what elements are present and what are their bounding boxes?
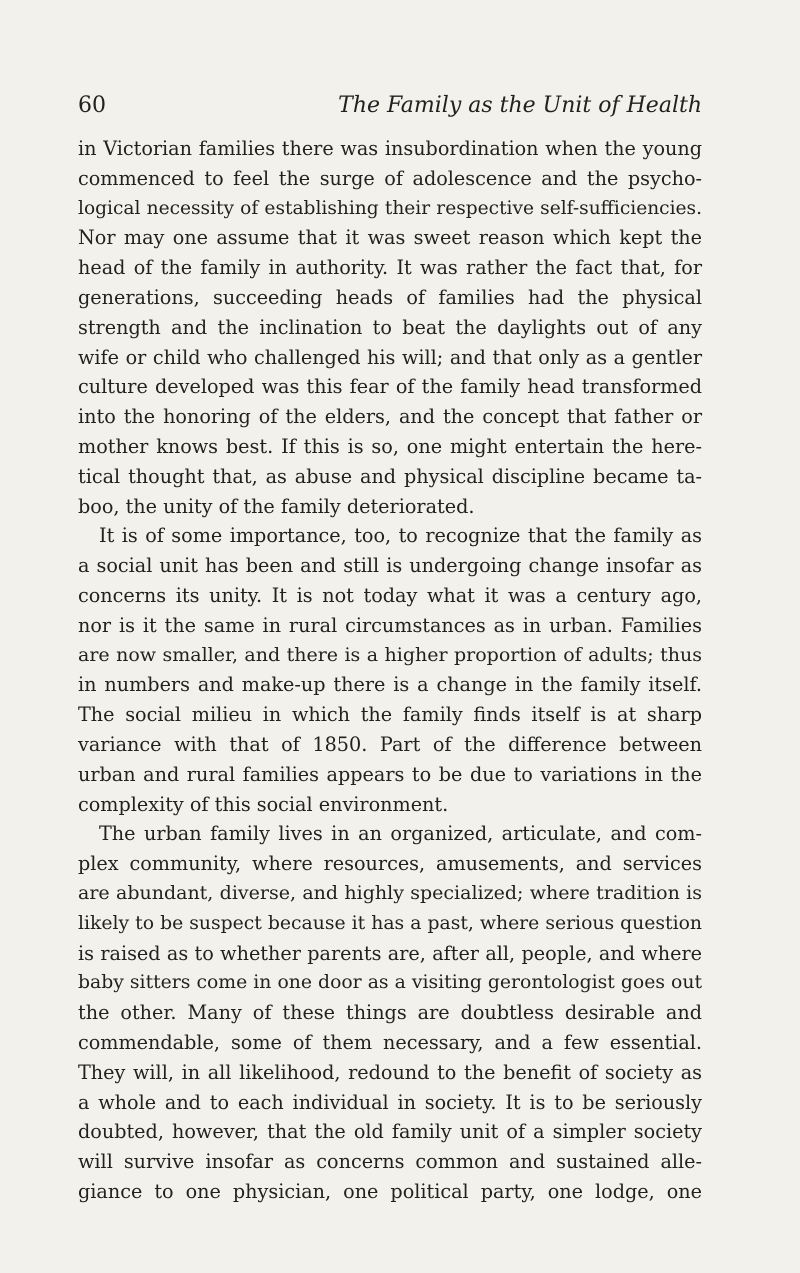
text-line: in numbers and make-up there is a change in the family itself. [78,673,702,697]
text-line: a social unit has been and still is undergoing change insofar as [78,554,702,578]
text-line: a whole and to each individual in society. It is to be seriously [78,1090,702,1114]
text-line: boo, the unity of the family deteriorated. [78,494,475,518]
running-title: The Family as the Unit of Health [338,93,702,118]
text-line: The urban family lives in an organized, articulate, and com- [99,822,702,846]
text-line: commenced to feel the surge of adolescence and the psycho- [78,166,702,190]
text-line: is raised as to whether parents are, after all, people, and where [78,941,702,965]
text-line: plex community, where resources, amusements, and services [78,852,702,876]
text-line: variance with that of 1850. Part of the difference between [78,732,702,756]
text-line: culture developed was this fear of the family head transformed [78,375,702,399]
page-number: 60 [78,93,106,118]
text-line: baby sitters come in one door as a visiting gerontologist goes out [78,972,702,994]
text-line: in Victorian families there was insubordination when the young [78,137,702,160]
paragraph [78,134,702,521]
text-line: mother knows best. If this is so, one might entertain the here- [78,434,702,458]
text-line: commendable, some of them necessary, and a few essential. [78,1030,702,1054]
text-line: likely to be suspect because it has a past, where serious question [78,912,702,934]
paragraph [78,819,702,1206]
text-line: It is of some importance, too, to recognize that the family as [99,524,702,548]
text-line: head of the family in authority. It was rather the fact that, for [78,256,702,280]
text-line: doubted, however, that the old family unit of a simpler society [78,1120,702,1144]
body-text [78,134,702,1207]
text-line: complexity of this social environment. [78,792,449,816]
text-line: are now smaller, and there is a higher proportion of adults; thus [78,643,702,666]
text-line: The social milieu in which the family finds itself is at sharp [78,703,702,727]
book-page [78,0,702,1273]
text-line: strength and the inclination to beat the daylights out of any [78,315,702,339]
text-line: They will, in all likelihood, redound to the benefit of society as [78,1060,702,1084]
text-line: urban and rural families appears to be due to variations in the [78,762,702,786]
text-line: will survive insofar as concerns common and sustained alle- [78,1150,702,1174]
text-line: the other. Many of these things are doubtless desirable and [78,1001,702,1025]
text-line: into the honoring of the elders, and the concept that father or [78,405,702,429]
text-line: wife or child who challenged his will; and that only as a gentler [78,345,702,369]
text-line: are abundant, diverse, and highly specialized; where tradition is [78,881,702,904]
paragraph [78,521,702,819]
text-line: logical necessity of establishing their respective self-sufficiencies. [78,197,702,219]
text-line: tical thought that, as abuse and physical discipline became ta- [78,464,702,488]
text-line: concerns its unity. It is not today what it was a century ago, [78,583,702,607]
running-head [78,89,702,123]
text-line: nor is it the same in rural circumstances as in urban. Families [78,613,702,637]
text-line: generations, succeeding heads of families had the physical [78,285,702,309]
text-line: Nor may one assume that it was sweet reason which kept the [78,226,702,250]
text-line: giance to one physician, one political party, one lodge, one [78,1179,702,1203]
